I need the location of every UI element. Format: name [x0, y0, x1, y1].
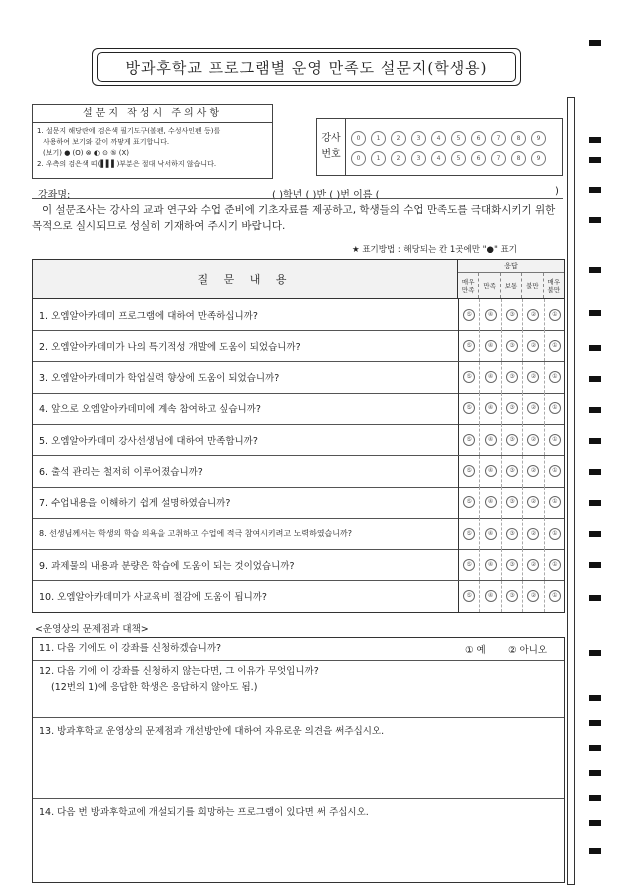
answer-bubble[interactable]: ③ — [506, 402, 518, 414]
response-col-header: 불만 — [522, 273, 543, 298]
survey-table — [32, 259, 565, 613]
answer-bubble[interactable]: ④ — [485, 340, 497, 352]
digit-bubble[interactable]: 5 — [451, 131, 466, 146]
course-label: 강좌명: — [38, 190, 71, 201]
answer-bubble[interactable]: ① — [549, 465, 561, 477]
student-info[interactable]: ( )학년 ( )반 ( )번 이름 ( — [272, 190, 380, 201]
answer-bubble[interactable]: ③ — [506, 371, 518, 383]
answer-bubble[interactable]: ④ — [485, 371, 497, 383]
question-text: 5. 오엠알아카데미 강사선생님에 대하여 만족합니까? — [39, 435, 258, 447]
answer-bubble[interactable]: ⑤ — [463, 340, 475, 352]
instruction-line: 사용하여 보기와 같이 까맣게 표기합니다. — [43, 138, 170, 146]
response-col-header: 매우 만족 — [458, 273, 479, 298]
question-row — [33, 581, 564, 612]
question-text: 10. 오엠알아카데미가 사교육비 절감에 도움이 됩니까? — [39, 592, 267, 604]
digit-bubble[interactable]: 5 — [451, 151, 466, 166]
q14-row[interactable]: 14. 다음 번 방과후학교에 개설되기를 희망하는 프로그램이 있다면 써 주십시오. — [39, 807, 369, 818]
answer-bubble[interactable]: ② — [527, 465, 539, 477]
question-text: 3. 오엠알아카데미가 학업실력 향상에 도움이 되었습니까? — [39, 373, 280, 385]
answer-bubble[interactable]: ② — [527, 340, 539, 352]
answer-bubble[interactable]: ① — [549, 402, 561, 414]
answer-bubble[interactable]: ④ — [485, 590, 497, 602]
response-col-header: 보통 — [501, 273, 522, 298]
intro-text: 이 설문조사는 강사의 교과 연구와 수업 준비에 기초자료를 제공하고, 학생들의 수업 만족도를 극대화시키기 위한 목적으로 실시되므로 성실히 기재하여 주시기 바랍니다. — [32, 204, 556, 232]
answer-bubble[interactable]: ⑤ — [463, 590, 475, 602]
answer-bubble[interactable]: ⑤ — [463, 465, 475, 477]
instructor-id-label: 강사 번호 — [317, 119, 346, 175]
digit-row-1[interactable] — [351, 131, 546, 146]
answer-bubble[interactable]: ④ — [485, 465, 497, 477]
digit-bubble[interactable]: 7 — [491, 131, 506, 146]
digit-bubble[interactable]: 7 — [491, 151, 506, 166]
answer-bubble[interactable]: ⑤ — [463, 402, 475, 414]
answer-bubble[interactable]: ② — [527, 496, 539, 508]
answer-bubble[interactable]: ① — [549, 340, 561, 352]
q11-row: 11. 다음 기에도 이 강좌를 신청하겠습니까? ① 예 ② 아니오 — [33, 638, 564, 661]
response-header: 응답 매우 만족 만족 보통 불만 매우 불만 — [458, 260, 564, 298]
answer-bubble[interactable]: ① — [549, 559, 561, 571]
student-info-close: ) — [555, 186, 559, 197]
answer-bubble[interactable]: ④ — [485, 434, 497, 446]
digit-bubble[interactable]: 3 — [411, 131, 426, 146]
answer-bubble[interactable]: ① — [549, 434, 561, 446]
digit-bubble[interactable]: 2 — [391, 131, 406, 146]
digit-bubble[interactable]: 0 — [351, 131, 366, 146]
answer-bubble[interactable]: ④ — [485, 559, 497, 571]
divider — [32, 198, 563, 199]
digit-bubble[interactable]: 3 — [411, 151, 426, 166]
answer-bubble[interactable]: ③ — [506, 528, 518, 540]
digit-row-2[interactable] — [351, 151, 546, 166]
answer-bubble[interactable]: ③ — [506, 559, 518, 571]
q11-yes-option[interactable]: ① 예 — [465, 645, 486, 656]
question-text: 6. 출석 관리는 철저히 이루어졌습니까? — [39, 467, 203, 478]
answer-bubble[interactable]: ⑤ — [463, 528, 475, 540]
title-box — [92, 48, 521, 86]
answer-bubble[interactable]: ④ — [485, 528, 497, 540]
question-row — [33, 330, 564, 362]
instructor-id-box — [316, 118, 563, 176]
answer-bubble[interactable]: ⑤ — [463, 309, 475, 321]
page-title: 방과후학교 프로그램별 운영 만족도 설문지(학생용) — [97, 52, 516, 82]
digit-bubble[interactable]: 6 — [471, 131, 486, 146]
answer-bubble[interactable]: ② — [527, 434, 539, 446]
answer-bubble[interactable]: ① — [549, 309, 561, 321]
answer-bubble[interactable]: ① — [549, 528, 561, 540]
response-col-header: 만족 — [479, 273, 500, 298]
question-text: 2. 오엠알아카데미가 나의 특기적성 개발에 도움이 되었습니까? — [39, 341, 301, 353]
answer-bubble[interactable]: ① — [549, 590, 561, 602]
answer-bubble[interactable]: ② — [527, 590, 539, 602]
digit-bubble[interactable]: 1 — [371, 151, 386, 166]
question-row — [33, 362, 564, 394]
digit-bubble[interactable]: 8 — [511, 151, 526, 166]
answer-bubble[interactable]: ③ — [506, 465, 518, 477]
open-questions-box — [32, 637, 565, 883]
answer-bubble[interactable]: ④ — [485, 402, 497, 414]
digit-bubble[interactable]: 4 — [431, 131, 446, 146]
question-row — [33, 549, 564, 581]
instructions-box — [32, 104, 273, 179]
question-row — [33, 518, 564, 550]
question-row — [33, 393, 564, 425]
question-row — [33, 424, 564, 456]
answer-bubble[interactable]: ② — [527, 402, 539, 414]
answer-bubble[interactable]: ⑤ — [463, 434, 475, 446]
table-header — [33, 260, 564, 299]
answer-bubble[interactable]: ④ — [485, 496, 497, 508]
question-text: 1. 오엠알아카데미 프로그램에 대하여 만족하십니까? — [39, 310, 258, 322]
digit-bubble[interactable]: 9 — [531, 131, 546, 146]
question-header: 질 문 내 용 — [33, 260, 458, 298]
question-text: 9. 과제물의 내용과 분량은 학습에 도움이 되는 것이었습니까? — [39, 560, 295, 572]
q11-no-option[interactable]: ② 아니오 — [508, 645, 548, 656]
answer-bubble[interactable]: ⑤ — [463, 371, 475, 383]
question-text: 7. 수업내용을 이해하기 쉽게 설명하였습니까? — [39, 498, 231, 510]
response-col-header: 매우 불만 — [547, 277, 561, 294]
answer-bubble[interactable]: ② — [527, 528, 539, 540]
instruction-example: (보기) ● (O) ⊗ ◐ ⊙ ⑤ (X) — [43, 149, 130, 157]
digit-bubble[interactable]: 4 — [431, 151, 446, 166]
answer-bubble[interactable]: ⑤ — [463, 496, 475, 508]
answer-bubble[interactable]: ⑤ — [463, 559, 475, 571]
digit-bubble[interactable]: 1 — [371, 131, 386, 146]
answer-bubble[interactable]: ③ — [506, 590, 518, 602]
question-row — [33, 487, 564, 519]
answer-bubble[interactable]: ① — [549, 496, 561, 508]
digit-bubble[interactable]: 8 — [511, 131, 526, 146]
digit-bubble[interactable]: 6 — [471, 151, 486, 166]
answer-bubble[interactable]: ② — [527, 309, 539, 321]
answer-bubble[interactable]: ④ — [485, 309, 497, 321]
question-row — [33, 299, 564, 331]
section-title: <운영상의 문제점과 대책> — [35, 624, 149, 635]
method-note: ★ 표기방법 : 해당되는 칸 1곳에만 "●" 표기 — [352, 245, 517, 255]
answer-bubble[interactable]: ② — [527, 559, 539, 571]
q13-row[interactable]: 13. 방과후학교 운영상의 문제점과 개선방안에 대하여 자유로운 의견을 써주십시오. — [33, 718, 564, 799]
answer-bubble[interactable]: ③ — [506, 309, 518, 321]
answer-bubble[interactable]: ③ — [506, 496, 518, 508]
digit-bubble[interactable]: 0 — [351, 151, 366, 166]
digit-bubble[interactable]: 2 — [391, 151, 406, 166]
q12-row[interactable]: 12. 다음 기에 이 강좌를 신청하지 않는다면, 그 이유가 무엇입니까? (12번의 1)에 응답한 학생은 응답하지 않아도 됨.) — [33, 661, 564, 718]
answer-bubble[interactable]: ① — [549, 371, 561, 383]
instruction-line: 1. 설문지 해당란에 검은색 필기도구(볼펜, 수성사인펜 등)를 — [37, 127, 221, 135]
question-text: 8. 선생님께서는 학생의 학습 의욕을 고취하고 수업에 적극 참여시키려고 노력하였습니까? — [39, 529, 352, 539]
instruction-line: 2. 우측의 검은색 띠(▌▌▌)부분은 절대 낙서하지 않습니다. — [37, 160, 217, 168]
answer-bubble[interactable]: ② — [527, 371, 539, 383]
instructions-heading: 설문지 작성시 주의사항 — [33, 105, 272, 123]
digit-bubble[interactable]: 9 — [531, 151, 546, 166]
question-row — [33, 456, 564, 488]
question-text: 4. 앞으로 오엠알아카데미에 계속 참여하고 싶습니까? — [39, 404, 261, 416]
side-bar-line — [567, 97, 575, 885]
answer-bubble[interactable]: ③ — [506, 434, 518, 446]
answer-bubble[interactable]: ③ — [506, 340, 518, 352]
